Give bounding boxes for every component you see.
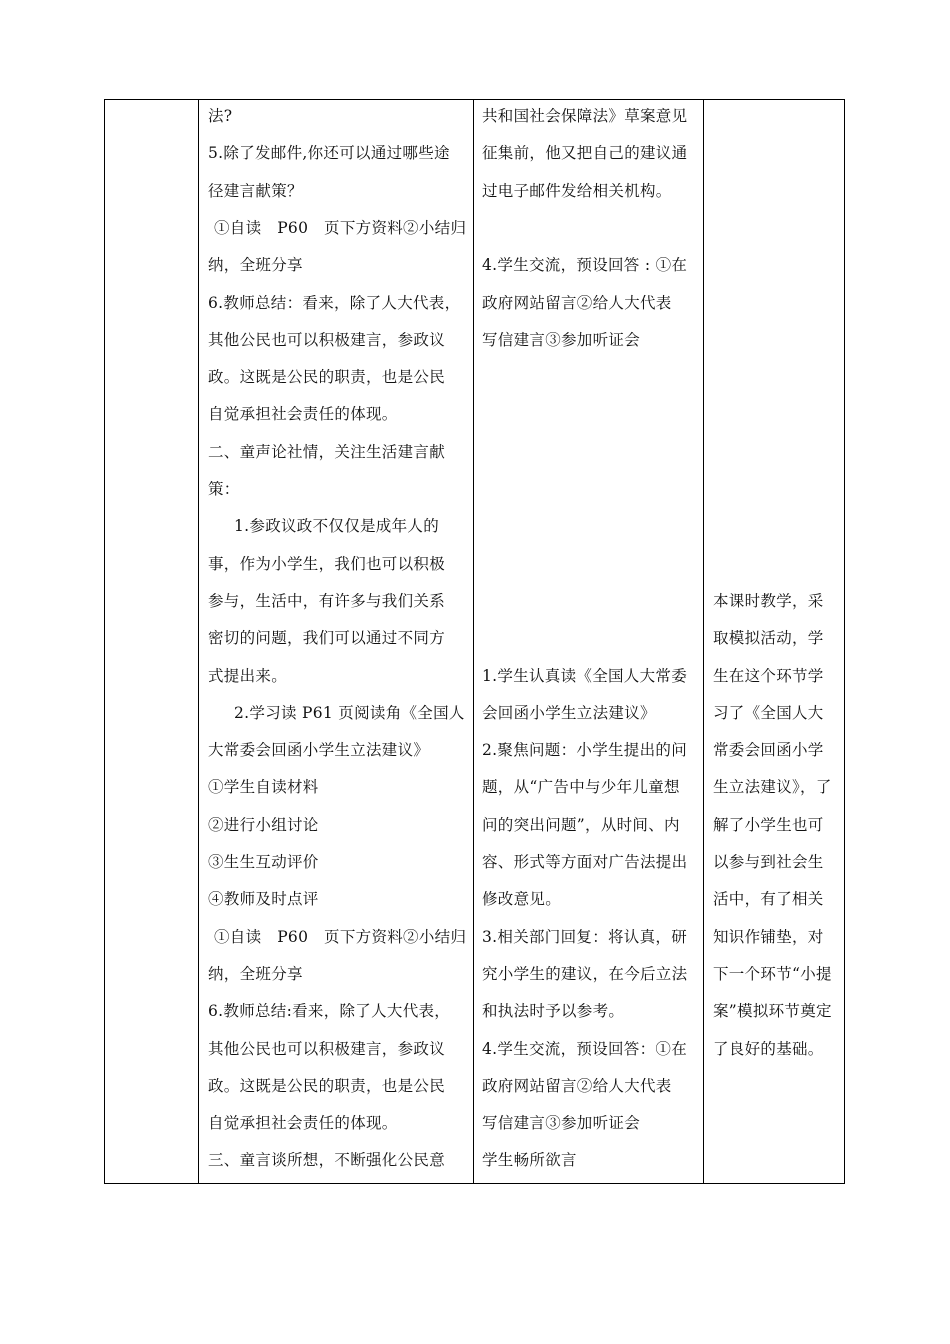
process-text-line: 径建言献策？ <box>208 181 303 200</box>
activity-text-line: 过电子邮件发给相关机构。 <box>482 181 672 200</box>
process-text-line: 自觉承担社会责任的体现。 <box>208 1114 398 1133</box>
activity-text-line: 题，从“广告中与少年儿童想 <box>482 778 680 797</box>
activity-text-line: 究小学生的建议，在今后立法 <box>482 964 688 983</box>
process-text-line: 法? <box>208 107 233 125</box>
activity-text-line: 2.聚焦问题：小学生提出的问 <box>482 741 687 760</box>
column-divider-1 <box>198 100 199 1183</box>
process-text-line: ④教师及时点评 <box>208 890 319 909</box>
intent-text-line: 本课时教学，采 <box>713 591 824 610</box>
intent-text-line: 生立法建议》，了 <box>713 778 832 797</box>
process-text-line: ①自读 P60 页下方资料②小结归 <box>214 218 467 237</box>
process-text-line: 大常委会回函小学生立法建议》 <box>208 741 430 760</box>
process-text-line: ②进行小组讨论 <box>208 815 319 834</box>
process-text-line: 其他公民也可以积极建言，参政议 <box>208 1039 446 1058</box>
intent-text-line: 习了《全国人大 <box>713 703 824 722</box>
process-text-line: 事，作为小学生，我们也可以积极 <box>208 554 446 573</box>
column-divider-2 <box>473 100 474 1183</box>
intent-text-line: 知识作铺垫，对 <box>713 927 824 946</box>
process-text-line: 三、童言谈所想，不断强化公民意 <box>208 1151 446 1170</box>
intent-text-line: 取模拟活动，学 <box>713 629 824 648</box>
activity-text-line: 和执法时予以参考。 <box>482 1002 625 1021</box>
activity-text-line: 政府网站留言②给人大代表 <box>482 1076 672 1095</box>
activity-text-line: 学生畅所欲言 <box>482 1151 577 1170</box>
process-text-line: 纳，全班分享 <box>208 256 303 275</box>
intent-text-line: 案”模拟环节奠定 <box>713 1002 832 1021</box>
activity-text-line: 问的突出问题”，从时间、内 <box>482 815 680 834</box>
process-text-line: 6.教师总结：看来，除了人大代表， <box>208 293 461 312</box>
process-text-line: 2.学习读 P61 页阅读角《全国人 <box>234 703 465 722</box>
process-text-line: 策： <box>208 480 240 498</box>
process-text-line: 二、童声论社情，关注生活建言献 <box>208 442 446 461</box>
intent-text-line: 下一个环节“小提 <box>713 964 832 983</box>
process-text-line: 1.参政议政不仅仅是成年人的 <box>234 517 439 536</box>
activity-text-line: 修改意见。 <box>482 890 562 909</box>
design-intent-cell <box>705 100 844 1183</box>
activity-text-line: 会回函小学生立法建议》 <box>482 703 656 722</box>
activity-text-line: 4.学生交流，预设回答：①在 <box>482 1039 687 1058</box>
process-text-line: ①学生自读材料 <box>208 778 319 797</box>
process-text-line: 纳，全班分享 <box>208 964 303 983</box>
intent-text-line: 活中，有了相关 <box>713 890 824 909</box>
activity-text-line: 共和国社会保障法》草案意见 <box>482 107 688 125</box>
activity-text-line: 1.学生认真读《全国人大常委 <box>482 666 687 685</box>
activity-text-line: 3.相关部门回复：将认真，研 <box>482 927 687 946</box>
column-1-cell <box>105 100 198 1183</box>
activity-text-line: 政府网站留言②给人大代表 <box>482 293 672 312</box>
lesson-table <box>104 99 845 1184</box>
process-text-line: 政。这既是公民的职责，也是公民 <box>208 368 446 387</box>
activity-text-line: 容、形式等方面对广告法提出 <box>482 853 688 871</box>
process-text-line: 式提出来。 <box>208 666 288 685</box>
intent-text-line: 常委会回函小学 <box>713 741 824 760</box>
activity-text-line: 4.学生交流，预设回答 : ①在 <box>482 256 688 275</box>
teaching-process-cell <box>200 100 473 1183</box>
process-text-line: ③生生互动评价 <box>208 853 319 871</box>
student-activity-cell <box>475 100 703 1183</box>
process-text-line: ①自读 P60 页下方资料②小结归 <box>214 927 467 946</box>
process-text-line: 政。这既是公民的职责，也是公民 <box>208 1076 446 1095</box>
column-divider-3 <box>703 100 704 1183</box>
intent-text-line: 以参与到社会生 <box>713 853 824 871</box>
activity-text-line: 写信建言③参加听证会 <box>482 1114 641 1133</box>
intent-text-line: 生在这个环节学 <box>713 666 824 685</box>
activity-text-line: 写信建言③参加听证会 <box>482 330 641 349</box>
intent-text-line: 了良好的基础。 <box>713 1039 824 1058</box>
process-text-line: 自觉承担社会责任的体现。 <box>208 405 398 424</box>
process-text-line: 密切的问题，我们可以通过不同方 <box>208 629 446 648</box>
process-text-line: 5.除了发邮件,你还可以通过哪些途 <box>208 144 450 163</box>
process-text-line: 参与，生活中，有许多与我们关系 <box>208 591 446 610</box>
process-text-line: 6.教师总结:看来，除了人大代表， <box>208 1002 451 1021</box>
activity-text-line: 征集前，他又把自己的建议通 <box>482 144 688 163</box>
intent-text-line: 解了小学生也可 <box>713 815 824 834</box>
process-text-line: 其他公民也可以积极建言，参政议 <box>208 330 446 349</box>
